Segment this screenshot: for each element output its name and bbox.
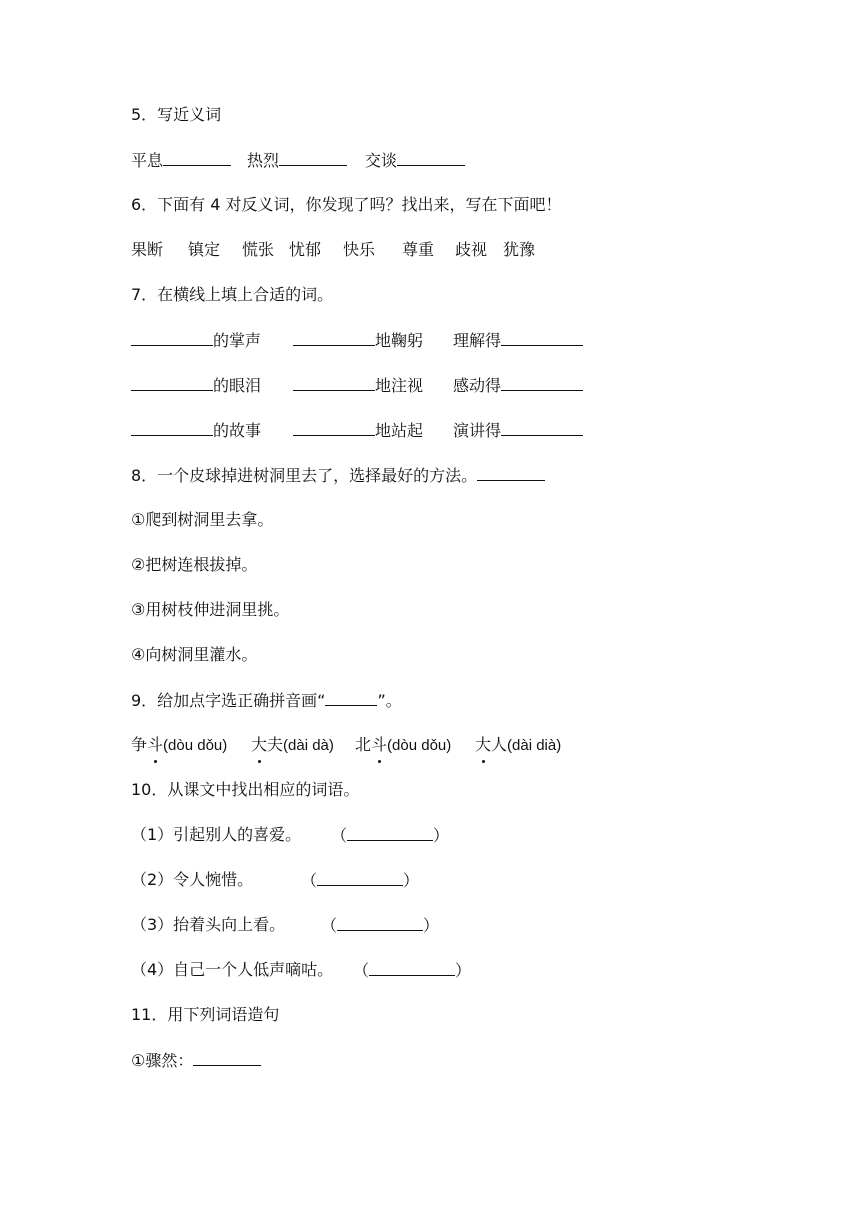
antonym-word: 尊重 (402, 240, 435, 259)
answer-blank[interactable] (293, 418, 375, 436)
q6-title: 6．下面有 4 对反义词，你发现了吗？找出来，写在下面吧！ (131, 195, 562, 214)
q8-option: ④向树洞里灌水。 (131, 645, 258, 664)
answer-blank[interactable] (193, 1048, 261, 1066)
pinyin-item: 大夫(dài dà) (251, 733, 334, 758)
antonym-word: 果断 (131, 240, 164, 259)
answer-blank[interactable] (131, 373, 213, 391)
answer-blank[interactable] (293, 328, 375, 346)
antonym-word: 快乐 (343, 240, 376, 259)
answer-blank[interactable] (337, 913, 423, 931)
answer-blank[interactable] (325, 688, 377, 706)
answer-blank[interactable] (477, 463, 545, 481)
answer-blank[interactable] (317, 868, 403, 886)
q8-option: ②把树连根拔掉。 (131, 555, 258, 574)
page: 5．写近义词 平息 热烈 交谈 6．下面有 4 对反义词，你发现了吗？找出来，写在下面吧！ 果断 镇定 慌张 忧郁 快乐 尊重 歧视 犹豫 7．在横线上填上合适的词。 的掌声 地鞠躬 理解得 的眼泪 地注视 感动得 的故事 地站起 演讲得 8．一个皮球掉进树洞里去了，选择最好的方法。 ①爬到树洞里去拿。 ②把树连根拔掉。 ③用树枝伸进洞里挑。 ④向树洞里灌水。 9．给加点字选正确拼音画“ ”。 争斗(dòu dǒu) 大夫(dài dà) 北斗(dòu dǒu) 大人(dài dià) 10．从课文中找出相应的词语。 （1）引起别人的喜爱。 （ ） （2）令人惋惜。 （ ） （3）抬着头向上看。 （ ） （4）自己一个人低声嘀咕。 （ ） 11．用下列词语造句 ①骤然： (0, 0, 860, 1216)
pinyin-item: 北斗(dòu dǒu) (355, 733, 451, 758)
q7-title: 7．在横线上填上合适的词。 (131, 285, 334, 304)
answer-blank[interactable] (501, 418, 583, 436)
antonym-word: 歧视 (455, 240, 488, 259)
q10-title: 10．从课文中找出相应的词语。 (131, 780, 360, 799)
answer-blank[interactable] (501, 328, 583, 346)
q8-option: ③用树枝伸进洞里挑。 (131, 600, 290, 619)
pinyin-item: 大人(dài dià) (475, 733, 561, 758)
answer-blank[interactable] (131, 328, 213, 346)
q8-title: 8．一个皮球掉进树洞里去了，选择最好的方法。 (131, 463, 545, 487)
antonym-word: 忧郁 (289, 240, 322, 259)
q5-word-3: 交谈 (365, 151, 398, 170)
q11-title: 11．用下列词语造句 (131, 1005, 280, 1024)
q5-title: 5．写近义词 (131, 105, 222, 124)
answer-blank[interactable] (131, 418, 213, 436)
answer-blank[interactable] (501, 373, 583, 391)
answer-blank[interactable] (347, 823, 433, 841)
answer-blank[interactable] (279, 148, 347, 166)
q5-word-1: 平息 (131, 151, 164, 170)
answer-blank[interactable] (397, 148, 465, 166)
answer-blank[interactable] (163, 148, 231, 166)
q9-title: 9．给加点字选正确拼音画“ ”。 (131, 688, 402, 712)
pinyin-item: 争斗(dòu dǒu) (131, 733, 227, 758)
q5-word-2: 热烈 (247, 151, 280, 170)
q11-item: ①骤然： (131, 1048, 261, 1072)
answer-blank[interactable] (293, 373, 375, 391)
antonym-word: 犹豫 (503, 240, 536, 259)
antonym-word: 镇定 (188, 240, 221, 259)
q8-option: ①爬到树洞里去拿。 (131, 510, 274, 529)
antonym-word: 慌张 (242, 240, 275, 259)
answer-blank[interactable] (369, 958, 455, 976)
